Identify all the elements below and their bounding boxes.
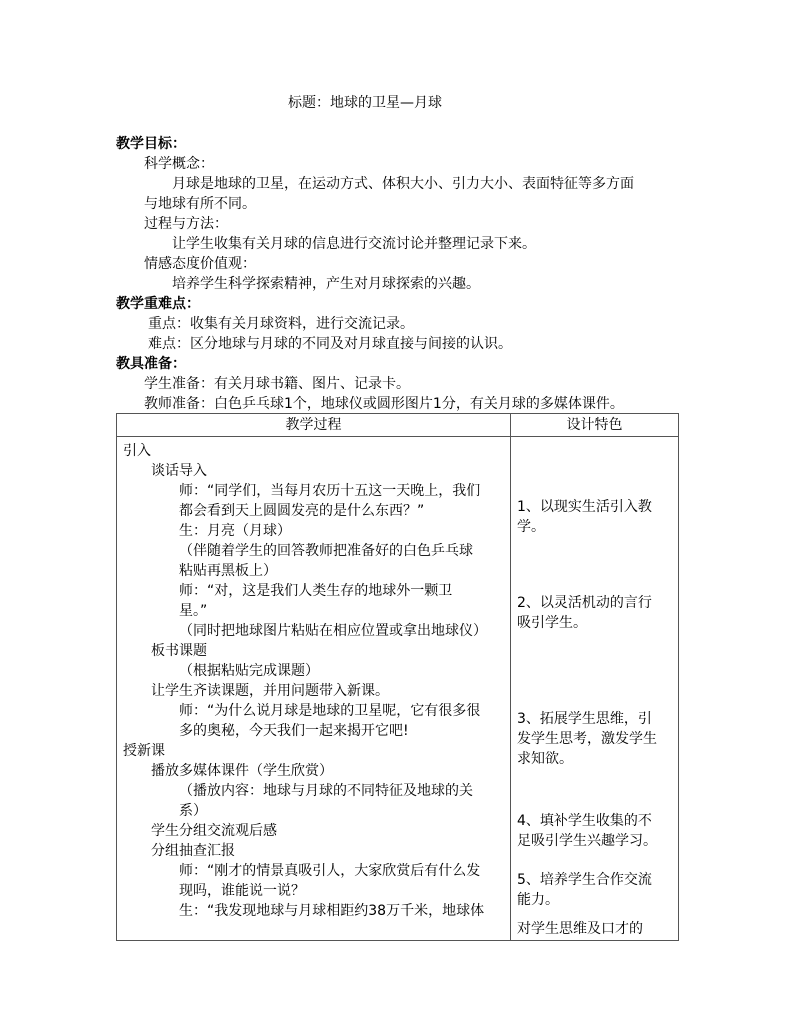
table-header-row: [117, 414, 679, 437]
process-line: 生：月亮（月球）: [179, 523, 291, 539]
feature-line: 4、填补学生收集的不: [517, 813, 652, 829]
feature-line: 求知欲。: [517, 751, 573, 767]
process-line: 学生分组交流观后感: [151, 823, 277, 839]
difficult-point: 难点：区分地球与月球的不同及对月球直接与间接的认识。: [148, 336, 512, 352]
feature-column-header: 设计特色: [511, 414, 679, 437]
science-concept-text-2: 与地球有所不同。: [144, 196, 256, 212]
process-line: 引入: [123, 443, 151, 459]
process-line: 系）: [179, 803, 207, 819]
feature-line: 2、以灵活机动的言行: [517, 595, 652, 611]
feature-line: 发学生思考，激发学生: [517, 731, 657, 747]
process-line: 现吗，谁能说一说？: [179, 883, 305, 899]
process-line: 都会看到天上圆圆发亮的是什么东西？”: [179, 503, 425, 519]
process-line: 谈话导入: [151, 463, 207, 479]
materials-heading: 教具准备：: [116, 356, 186, 372]
teacher-materials: 教师准备：白色乒乓球1个，地球仪或圆形图片1分，有关月球的多媒体课件。: [144, 396, 624, 412]
science-concept-label: 科学概念：: [144, 156, 214, 172]
process-column-header: 教学过程: [117, 414, 511, 437]
table-body-row: [117, 437, 679, 941]
process-line: 多的奥秘，今天我们一起来揭开它吧!: [179, 723, 409, 739]
science-concept-text-1: 月球是地球的卫星，在运动方式、体积大小、引力大小、表面特征等多方面: [172, 176, 634, 192]
process-line: 星。”: [179, 603, 208, 619]
process-line: 授新课: [123, 743, 165, 759]
feature-line: 吸引学生。: [517, 615, 587, 631]
process-line: （同时把地球图片粘贴在相应位置或拿出地球仪）: [179, 623, 487, 639]
process-line: （播放内容：地球与月球的不同特征及地球的关: [179, 783, 473, 799]
process-line: 板书课题: [151, 643, 207, 659]
attitude-text: 培养学生科学探索精神，产生对月球探索的兴趣。: [172, 276, 480, 292]
key-point: 重点：收集有关月球资料，进行交流记录。: [148, 316, 414, 332]
process-line: （伴随着学生的回答教师把准备好的白色乒乓球: [179, 543, 473, 559]
process-cell: [117, 437, 511, 941]
feature-line: 足吸引学生兴趣学习。: [517, 833, 657, 849]
process-line: 师：“对，这是我们人类生存的地球外一颗卫: [179, 583, 453, 599]
feature-line: 对学生思维及口才的: [517, 921, 643, 937]
process-line: 师：“刚才的情景真吸引人，大家欣赏后有什么发: [179, 863, 481, 879]
objectives-heading: 教学目标：: [116, 136, 186, 152]
process-line: 生：“我发现地球与月球相距约38万千米，地球体: [179, 903, 485, 919]
process-line: 分组抽查汇报: [151, 843, 235, 859]
feature-line: 能力。: [517, 892, 559, 908]
feature-cell: [511, 437, 679, 941]
lesson-table: [116, 413, 679, 941]
process-method-label: 过程与方法：: [144, 216, 228, 232]
process-line: （根据粘贴完成课题）: [179, 663, 319, 679]
process-line: 让学生齐读课题，并用问题带入新课。: [151, 683, 389, 699]
feature-line: 1、以现实生活引入教: [517, 499, 652, 515]
student-materials: 学生准备：有关月球书籍、图片、记录卡。: [144, 376, 410, 392]
attitude-label: 情感态度价值观：: [144, 256, 256, 272]
process-line: 师：“为什么说月球是地球的卫星呢，它有很多很: [179, 703, 481, 719]
process-line: 播放多媒体课件（学生欣赏）: [151, 763, 333, 779]
feature-line: 3、拓展学生思维，引: [517, 711, 652, 727]
process-line: 粘贴再黑板上）: [179, 563, 277, 579]
document-title: 标题：地球的卫星—月球: [288, 95, 442, 111]
process-line: 师：“同学们，当每月农历十五这一天晚上，我们: [179, 483, 481, 499]
feature-line: 学。: [517, 519, 545, 535]
feature-line: 5、培养学生合作交流: [517, 872, 652, 888]
process-method-text: 让学生收集有关月球的信息进行交流讨论并整理记录下来。: [172, 236, 536, 252]
keypoints-heading: 教学重难点：: [116, 296, 200, 312]
